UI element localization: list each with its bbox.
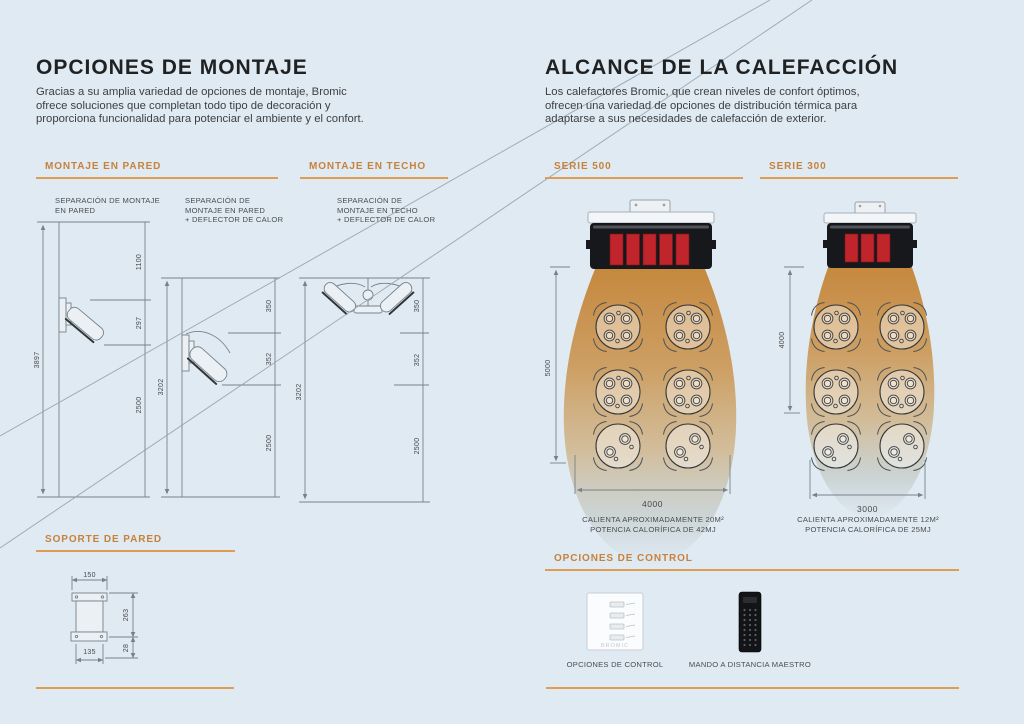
heating-range-intro (545, 86, 860, 127)
dim-28: 28 (123, 643, 130, 653)
section-soporte-de-pared (36, 534, 235, 552)
dim-297: 297 (136, 316, 143, 330)
dim-3000-width: 3000 (857, 504, 878, 514)
section-serie-300 (760, 161, 958, 179)
controller-brand-text: BROMIC (601, 643, 629, 649)
dim-3202-a: 3202 (158, 378, 165, 396)
caption-line: OPCIONES DE CONTROL (566, 660, 664, 669)
footer-rule-left (36, 687, 234, 689)
section-serie-500 (545, 161, 743, 179)
dim-2500-a: 2500 (136, 396, 143, 414)
dim-352-a: 352 (266, 352, 273, 366)
dim-135: 135 (83, 649, 96, 656)
section-label: SERIE 500 (554, 161, 612, 172)
section-label: MONTAJE EN TECHO (309, 161, 426, 172)
mounting-options-title: OPCIONES DE MONTAJE (36, 56, 308, 79)
dim-350-a: 350 (266, 299, 273, 313)
wall-controller-label (552, 660, 678, 670)
caption-line: CALIENTA APROXIMADAMENTE 12M² (797, 515, 939, 524)
section-opciones-de-control (545, 553, 959, 571)
mounting-options-intro (36, 86, 364, 127)
intro-line: Gracias a su amplia variedad de opciones de montaje, Bromic (36, 86, 347, 98)
serie300-heater (823, 202, 917, 268)
dim-350-b: 350 (414, 299, 421, 313)
section-label: OPCIONES DE CONTROL (554, 553, 693, 564)
intro-line: ofrece soluciones que completan todo tipo de decoración y (36, 99, 331, 112)
caption-line: EN PARED (55, 205, 96, 215)
dim-3897: 3897 (34, 351, 41, 369)
intro-line: Los calefactores Bromic, que crean niveles de confort óptimos, (545, 86, 860, 98)
heating-range-title: ALCANCE DE LA CALEFACCIÓN (545, 56, 899, 79)
serie500-graphic (545, 200, 736, 566)
section-label: SOPORTE DE PARED (45, 534, 163, 545)
caption-line: MONTAJE EN TECHO (337, 205, 418, 215)
intro-line: adaptarse a sus necesidades de calefacción de exterior. (545, 113, 827, 125)
dim-263: 263 (123, 608, 130, 622)
dim-3202-b: 3202 (296, 383, 303, 401)
ceiling-heater-sketch (320, 278, 415, 316)
wall-plain-caption (55, 196, 160, 215)
wall-heater-deflector-sketch (182, 331, 230, 385)
dim-1100: 1100 (136, 253, 143, 271)
drawing-wall-mount (34, 222, 151, 497)
serie300-caption (768, 515, 968, 534)
drawing-ceiling-deflector (296, 278, 430, 502)
dim-2500-c: 2500 (414, 437, 421, 455)
section-label: SERIE 300 (769, 161, 827, 172)
caption-line: POTENCIA CALORÍFICA DE 42MJ (590, 524, 716, 534)
dim-5000: 5000 (545, 359, 552, 377)
section-label: MONTAJE EN PARED (45, 161, 162, 172)
drawing-wall-bracket (71, 572, 138, 664)
section-montaje-en-pared (36, 161, 278, 179)
caption-line: MANDO A DISTANCIA MAESTRO (688, 660, 812, 669)
dim-4000-height: 4000 (779, 331, 786, 349)
footer-rule-right (546, 687, 959, 689)
serie500-caption (553, 515, 753, 534)
wall-controller-graphic (587, 593, 643, 650)
ceiling-deflector-caption (337, 196, 435, 225)
caption-line: CALIENTA APROXIMADAMENTE 20M² (582, 515, 724, 524)
caption-line: + DEFLECTOR DE CALOR (185, 215, 284, 224)
dim-4000-width: 4000 (642, 499, 663, 509)
remote-control-label (676, 660, 824, 670)
caption-line: MONTAJE EN PARED (185, 205, 266, 215)
intro-line: ofrecen una variedad de opciones de distribución térmica para (545, 99, 858, 112)
caption-line: + DEFLECTOR DE CALOR (337, 215, 436, 224)
dim-150: 150 (83, 572, 96, 579)
caption-line: SEPARACIÓN DE MONTAJE (55, 196, 160, 205)
wall-heater-sketch (59, 298, 106, 344)
drawing-wall-deflector (158, 278, 281, 497)
caption-line: SEPARACIÓN DE (337, 196, 403, 205)
remote-control-graphic (739, 592, 761, 652)
caption-line: SEPARACIÓN DE (185, 196, 251, 205)
dim-2500-b: 2500 (266, 434, 273, 452)
serie500-heater (586, 200, 716, 269)
wall-deflector-caption (185, 196, 283, 225)
serie300-graphic (779, 202, 934, 520)
intro-line: proporciona funcionalidad para potenciar el ambiente y el confort. (36, 113, 364, 125)
caption-line: POTENCIA CALORÍFICA DE 25MJ (805, 524, 931, 534)
dim-352-b: 352 (414, 353, 421, 367)
section-montaje-en-techo (300, 161, 448, 179)
